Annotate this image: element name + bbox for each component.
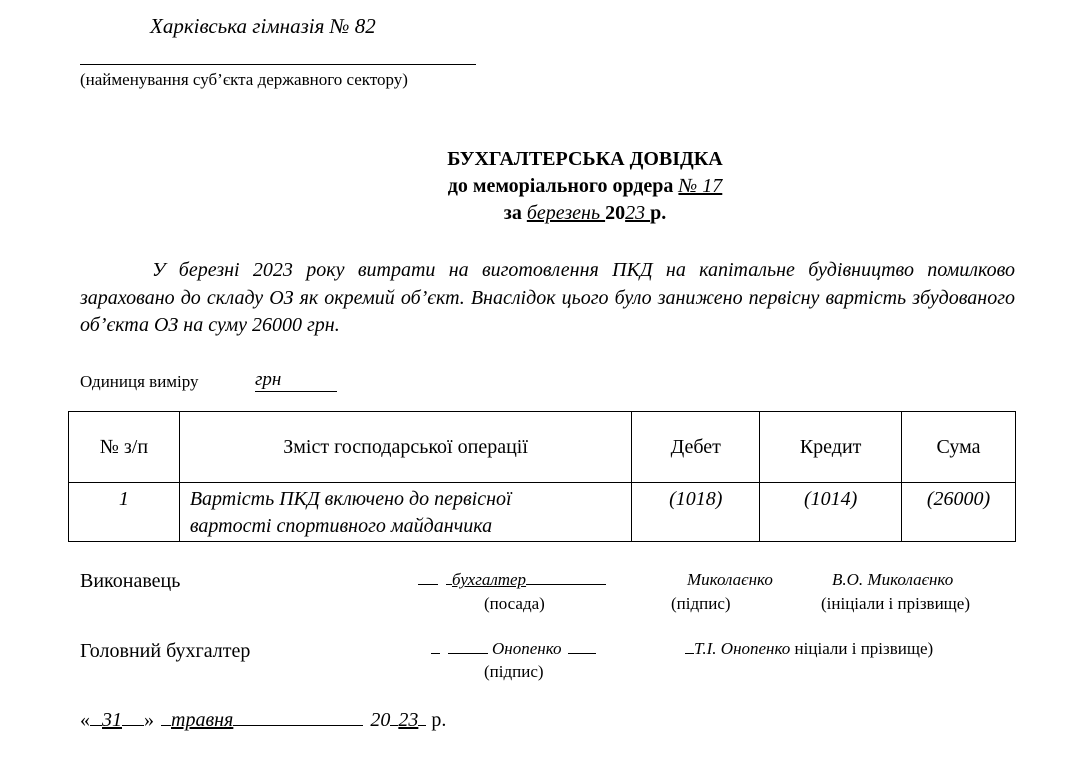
title-line-2 bbox=[300, 173, 870, 200]
order-number: № 17 bbox=[678, 175, 723, 197]
cell-debit: (1018) bbox=[632, 483, 760, 542]
date-close-quote: » bbox=[144, 709, 154, 731]
chief-name-field bbox=[685, 639, 933, 659]
executor-position-caption: (посада) bbox=[484, 594, 545, 613]
period-year: 23 bbox=[625, 202, 651, 224]
cell-credit: (1014) bbox=[760, 483, 902, 542]
title-order-prefix: до меморіального ордера bbox=[447, 175, 679, 197]
description-paragraph: У березні 2023 року витрати на виготовлення ПКД на капітальне будівництво помилково зараховано до складу ОЗ як окремий об’єкт. Внаслідок цього було занижено первісну вартість збудованого об’єкта ОЗ на суму 26000 грн. bbox=[80, 259, 1015, 336]
date-open-quote: « bbox=[80, 709, 90, 731]
executor-signature: Миколаєнко bbox=[687, 570, 773, 589]
chief-name-caption: ніціали і прізвище) bbox=[794, 639, 934, 658]
header-debit: Дебет bbox=[632, 412, 760, 483]
period-year-end: р. bbox=[650, 202, 667, 224]
executor-position: бухгалтер bbox=[452, 570, 527, 589]
unit-underline bbox=[255, 391, 337, 392]
operations-table bbox=[68, 411, 1016, 542]
period-year-prefix: 20 bbox=[605, 202, 626, 224]
cell-content bbox=[179, 483, 631, 542]
executor-label: Виконавець bbox=[80, 570, 181, 592]
header-no: № з/п bbox=[69, 412, 180, 483]
period-month: березень bbox=[526, 202, 606, 224]
document-date bbox=[80, 709, 446, 732]
date-month: травня bbox=[171, 709, 234, 731]
chief-name: Т.І. Онопенко bbox=[694, 639, 791, 658]
header-amount: Сума bbox=[902, 412, 1016, 483]
chief-signature: Онопенко bbox=[492, 639, 562, 658]
document-title bbox=[300, 146, 870, 227]
table-header-row bbox=[69, 412, 1016, 483]
chief-signature-field bbox=[431, 639, 596, 659]
title-line-3 bbox=[300, 200, 870, 227]
organization-caption: (найменування суб’єкта державного сектору) bbox=[80, 70, 408, 89]
cell-amount: (26000) bbox=[902, 483, 1016, 542]
executor-name: В.О. Миколаєнко bbox=[832, 570, 954, 589]
date-year: 23 bbox=[398, 709, 419, 731]
executor-position-field bbox=[418, 570, 606, 590]
cell-content-line-1: Вартість ПКД включено до первісної bbox=[189, 488, 512, 510]
executor-signature-caption: (підпис) bbox=[671, 594, 731, 613]
unit-value: грн bbox=[255, 369, 282, 390]
cell-content-line-2: вартості спортивного майданчика bbox=[189, 515, 493, 537]
header-credit: Кредит bbox=[760, 412, 902, 483]
executor-name-caption: (ініціали і прізвище) bbox=[821, 594, 970, 613]
date-day: 31 bbox=[102, 709, 122, 731]
table-row bbox=[69, 483, 1016, 542]
date-suffix: р. bbox=[431, 709, 447, 731]
title-period-prefix: за bbox=[503, 202, 527, 224]
title-line-1: БУХГАЛТЕРСЬКА ДОВІДКА bbox=[447, 148, 723, 170]
date-year-prefix: 20 bbox=[370, 709, 391, 731]
organization-underline bbox=[80, 64, 476, 65]
chief-accountant-label: Головний бухгалтер bbox=[80, 640, 251, 662]
chief-signature-caption: (підпис) bbox=[484, 662, 544, 681]
cell-no: 1 bbox=[69, 483, 180, 542]
organization-name: Харківська гімназія № 82 bbox=[150, 14, 376, 38]
header-content: Зміст господарської операції bbox=[179, 412, 631, 483]
unit-label: Одиниця виміру bbox=[80, 372, 199, 391]
